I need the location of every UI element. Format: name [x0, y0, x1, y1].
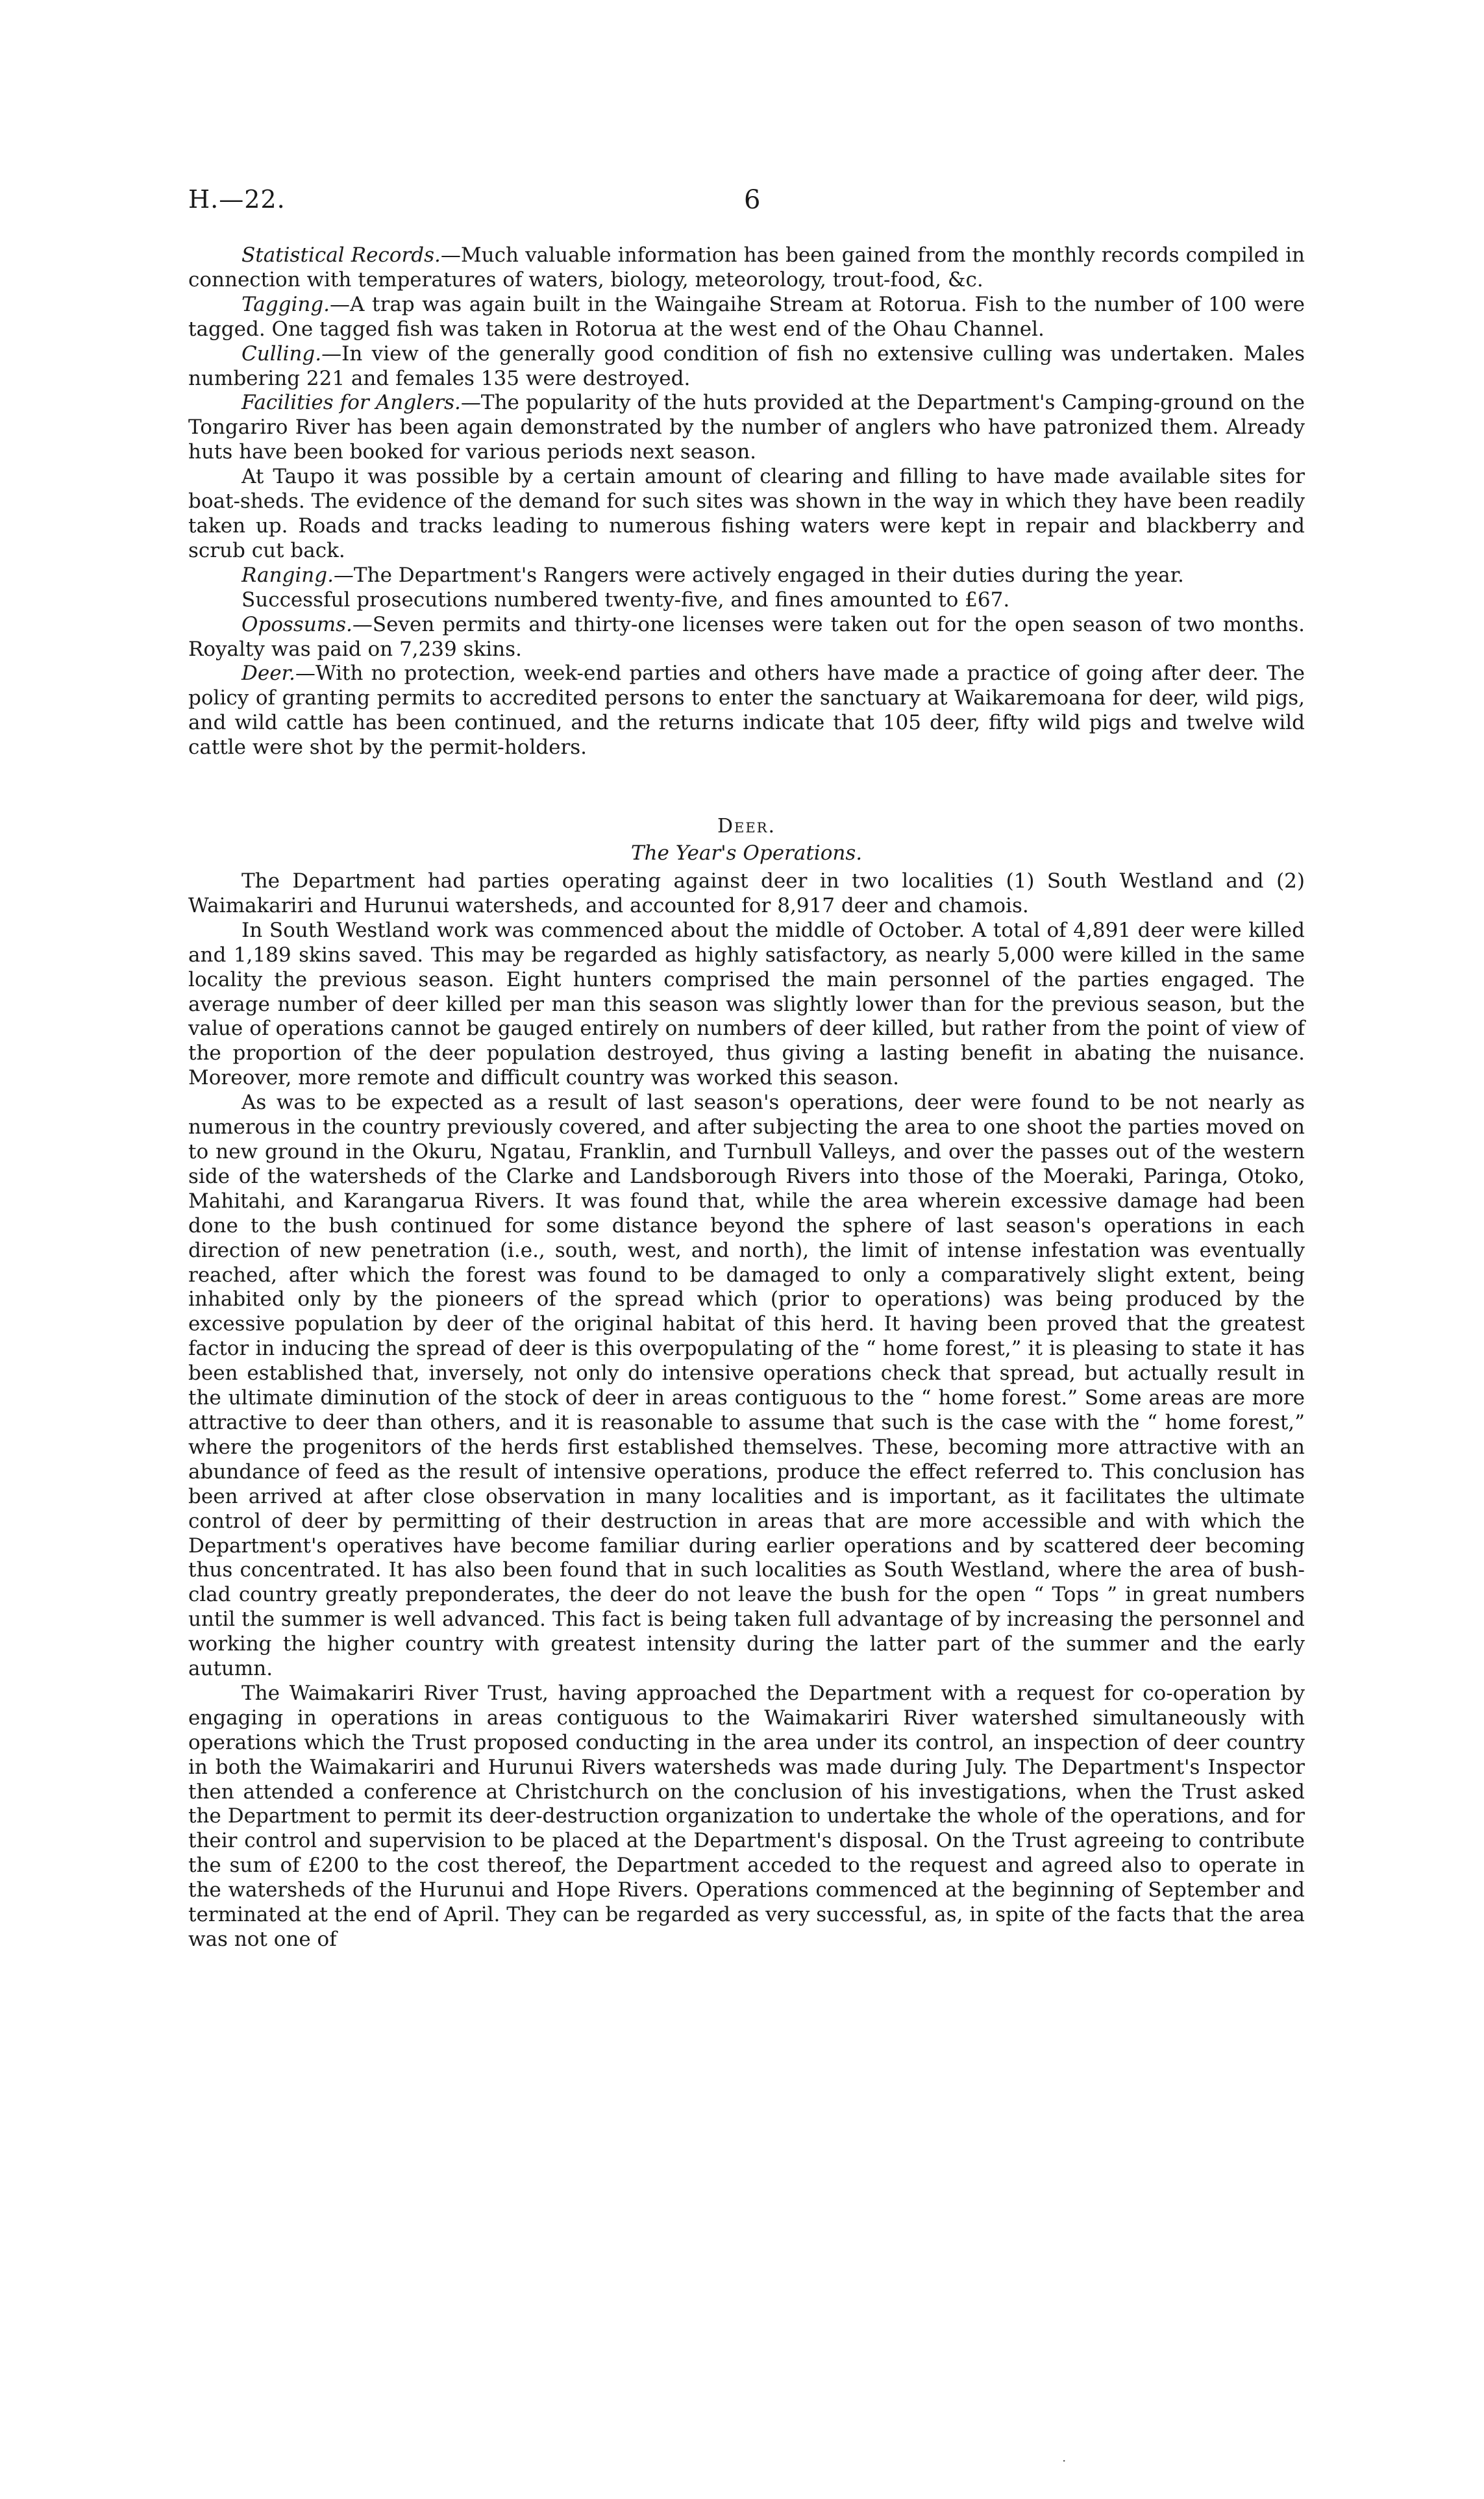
- paragraph-text: —Much valuable information has been gained from the monthly records compiled in connection with temperatures of waters, biology, meteorology, trout-food, &c.: [188, 243, 1305, 292]
- paragraph-text: —The popularity of the huts provided at the Department's Camping-ground on the Tongariro River has been again demonstrated by the number of anglers who have patronized them. Already huts have been booked for various periods next season.: [188, 391, 1305, 464]
- paragraph-lead: Deer.: [241, 662, 295, 686]
- paragraph-lead: Culling.: [241, 342, 322, 366]
- paragraph-text: —With no protection, week-end parties and others have made a practice of going after deer. The policy of granting permits to accredited persons to enter the sanctuary at Waikaremoana for deer, wild pigs, and wild cattle has been continued, and the returns indicate that 105 deer, fifty wild pigs and twelve wild cattle were shot by the permit-holders.: [188, 662, 1305, 760]
- paragraph-statistical-records: [188, 243, 1305, 293]
- section-title: Deer.: [717, 815, 776, 838]
- paragraph-text: At Taupo it was possible by a certain amount of clearing and filling to have made available sites for boat-sheds. The evidence of the demand for such sites was shown in the way in which they have been readily taken up. Roads and tracks leading to numerous fishing waters were kept in repair and blackberry and scrub cut back.: [188, 465, 1305, 562]
- page-number: 6: [744, 185, 761, 215]
- page-header: [188, 185, 1305, 224]
- paragraph-deer-permits: [188, 662, 1305, 760]
- section-paragraph: The Waimakariri River Trust, having approached the Department with a request for co-operation by engaging in operations in areas contiguous to the Waimakariri River watershed simultaneously with operations which the Trust proposed conducting in the area under its control, an inspection of deer country in both the Waimakariri and Hurunui Rivers watersheds was made during July. The Department's Inspector then attended a conference at Christchurch on the conclusion of his investigations, when the Trust asked the Department to permit its deer-destruction organization to undertake the whole of the operations, and for their control and supervision to be placed at the Department's disposal. On the Trust agreeing to contribute the sum of £200 to the cost thereof, the Department acceded to the request and agreed also to operate in the watersheds of the Hurunui and Hope Rivers. Operations commenced at the beginning of September and terminated at the end of April. They can be regarded as very successful, as, in spite of the facts that the area was not one of: [188, 1681, 1305, 1951]
- paragraph-lead: Statistical Records.: [241, 243, 441, 267]
- paragraph-opossums: [188, 613, 1305, 662]
- paragraph-lead: Opossums.: [241, 612, 352, 636]
- paragraph-text: Successful prosecutions numbered twenty-five, and fines amounted to £67.: [241, 588, 1010, 612]
- paragraph-lead: Tagging.: [241, 292, 330, 316]
- paragraph-ranging: [188, 564, 1305, 588]
- paragraph-facilities: [188, 391, 1305, 465]
- section-paragraph: As was to be expected as a result of last season's operations, deer were found to be not nearly as numerous in the country previously covered, and after subjecting the area to one shoot the parties moved on to new ground in the Okuru, Ngatau, Franklin, and Turnbull Valleys, and over the passes out of the western side of the watersheds of the Clarke and Landsborough Rivers into those of the Moeraki, Paringa, Otoko, Mahitahi, and Karangarua Rivers. It was found that, while the area wherein excessive damage had been done to the bush continued for some distance beyond the sphere of last season's operations in each direction of new penetration (i.e., south, west, and north), the limit of intense infestation was eventually reached, after which the forest was found to be damaged to only a comparatively slight extent, being inhabited only by the pioneers of the spread which (prior to operations) was being produced by the excessive population by deer of the original habitat of this herd. It having been proved that the greatest factor in inducing the spread of deer is this overpopulating of the “ home forest,” it is pleasing to state it has been established that, inversely, not only do intensive operations check that spread, but actually result in the ultimate diminution of the stock of deer in areas contiguous to the “ home forest.” Some areas are more attractive to deer than others, and it is reasonable to assume that such is the case with the “ home forest,” where the progenitors of the herds first established themselves. These, becoming more attractive with an abundance of feed as the result of intensive operations, produce the effect referred to. This conclusion has been arrived at after close observation in many localities and is important, as it facilitates the ultimate control of deer by permitting of their destruction in areas that are more accessible and with which the Department's operatives have become familiar during earlier operations and by scattered deer becoming thus concentrated. It has also been found that in such localities as South Westland, where the area of bush-clad country greatly preponderates, the deer do not leave the bush for the open “ Tops ” in great numbers until the summer is well advanced. This fact is being taken full advantage of by increasing the personnel and working the higher country with greatest intensity during the latter part of the summer and the early autumn.: [188, 1091, 1305, 1681]
- paragraph-prosecutions: [188, 588, 1305, 613]
- footer-mark: ·: [1062, 2453, 1067, 2468]
- paragraph-text: —The Department's Rangers were actively engaged in their duties during the year.: [333, 563, 1184, 587]
- section-subtitle: The Year's Operations.: [630, 841, 863, 865]
- paragraph-text: —In view of the generally good condition of fish no extensive culling was undertaken. Males numbering 221 and females 135 were destroyed.: [188, 342, 1305, 390]
- paragraph-culling: [188, 342, 1305, 392]
- paragraph-lead: Facilities for Anglers.: [241, 391, 461, 415]
- section-paragraph: In South Westland work was commenced about the middle of October. A total of 4,891 deer were killed and 1,189 skins saved. This may be regarded as highly satisfactory, as nearly 5,000 were killed in the same locality the previous season. Eight hunters comprised the main personnel of the parties engaged. The average number of deer killed per man this season was slightly lower than for the previous season, but the value of operations cannot be gauged entirely on numbers of deer killed, but rather from the point of view of the proportion of the deer population destroyed, thus giving a lasting benefit in abating the nuisance. Moreover, more remote and difficult country was worked this season.: [188, 918, 1305, 1090]
- paragraph-lead: Ranging.: [241, 563, 334, 587]
- section-paragraph: The Department had parties operating against deer in two localities (1) South Westland and (2) Waimakariri and Hurunui watersheds, and accounted for 8,917 deer and chamois.: [188, 869, 1305, 917]
- paragraph-text: —Seven permits and thirty-one licenses were taken out for the open season of two months. Royalty was paid on 7,239 skins.: [188, 612, 1305, 661]
- paragraph-tagging: [188, 293, 1305, 342]
- paragraph-text: —A trap was again built in the Waingaihe Stream at Rotorua. Fish to the number of 100 were tagged. One tagged fish was taken in Rotorua at the west end of the Ohau Channel.: [188, 292, 1305, 341]
- deer-section: [188, 814, 1305, 1952]
- paragraph-taupo: [188, 465, 1305, 564]
- body-text: [188, 243, 1305, 1952]
- document-reference: H.—22.: [188, 185, 286, 214]
